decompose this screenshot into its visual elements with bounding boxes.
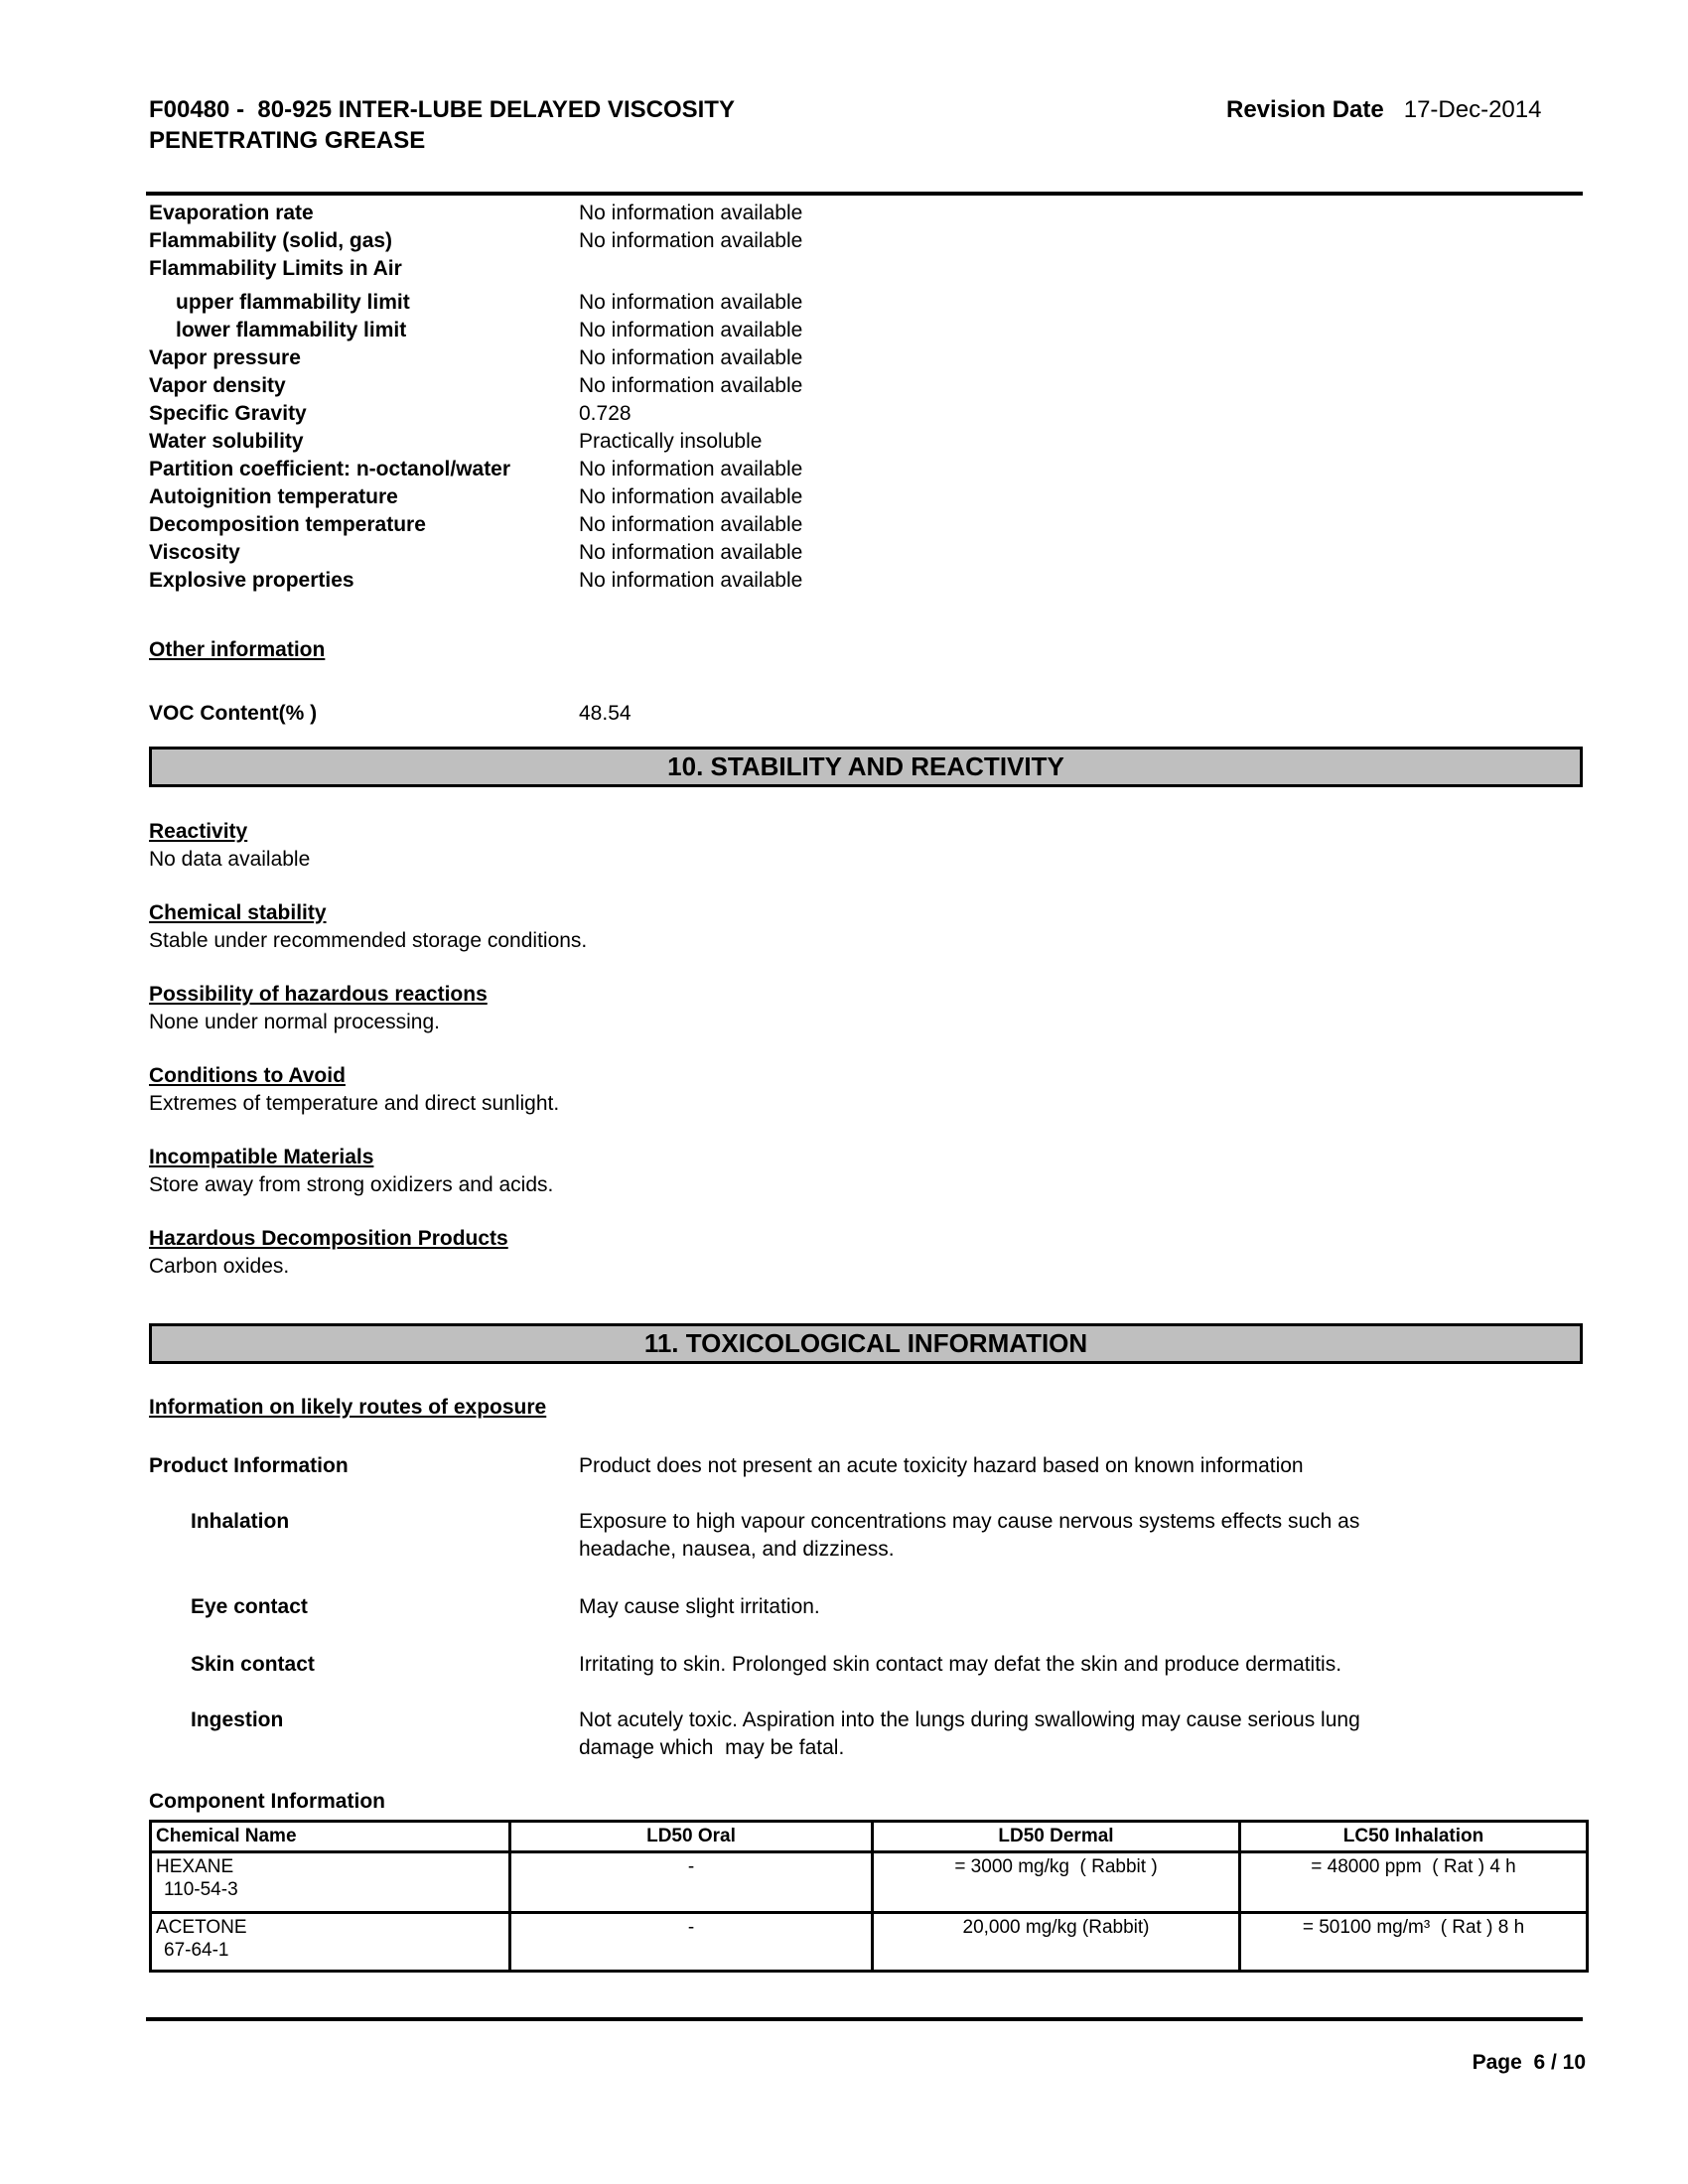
property-row: [149, 400, 1586, 428]
chemical-name: HEXANE: [156, 1856, 234, 1877]
route-row-inhalation: [149, 1508, 1586, 1564]
other-information-heading: Other information: [149, 638, 326, 661]
property-value: No information available: [579, 485, 803, 508]
product-title: [149, 94, 1142, 156]
product-title-line-2: PENETRATING GREASE: [149, 127, 426, 154]
route-text-line: Not acutely toxic. Aspiration into the lungs during swallowing may cause serious lung: [579, 1708, 1360, 1731]
property-label: Flammability Limits in Air: [149, 257, 402, 280]
header-rule: [146, 192, 1583, 196]
revision-date: [1226, 94, 1541, 125]
property-label: Explosive properties: [149, 569, 354, 592]
column-header-ld50-dermal: LD50 Dermal: [873, 1822, 1240, 1852]
subsection-incompatible-materials: [149, 1144, 1586, 1199]
route-text: [579, 1452, 1582, 1480]
route-row-skin-contact: [149, 1651, 1586, 1679]
section-10-title: 10. STABILITY AND REACTIVITY: [667, 751, 1064, 781]
property-row: [149, 456, 1586, 483]
subsection-body: No data available: [149, 848, 311, 871]
property-value: Practically insoluble: [579, 430, 763, 453]
subsection-body: Stable under recommended storage conditions.: [149, 929, 588, 952]
route-row-product-information: [149, 1452, 1586, 1480]
section-11-title: 11. TOXICOLOGICAL INFORMATION: [643, 1328, 1088, 1358]
subsection-chemical-stability: [149, 899, 1586, 955]
property-label: Autoignition temperature: [149, 485, 398, 508]
column-header-lc50-inhalation: LC50 Inhalation: [1240, 1822, 1588, 1852]
route-text: [579, 1508, 1582, 1564]
revision-date-value: 17-Dec-2014: [1403, 96, 1542, 123]
subsection-body: Extremes of temperature and direct sunlight.: [149, 1092, 560, 1115]
property-label: Specific Gravity: [149, 402, 307, 425]
subsection-heading: Possibility of hazardous reactions: [149, 983, 488, 1006]
property-value: No information available: [579, 541, 803, 564]
route-text-line: Product does not present an acute toxicity hazard based on known information: [579, 1454, 1304, 1477]
routes-of-exposure-heading: Information on likely routes of exposure: [149, 1396, 547, 1419]
route-text-line: Exposure to high vapour concentrations may cause nervous systems effects such as: [579, 1510, 1360, 1533]
subsection-heading: Incompatible Materials: [149, 1146, 374, 1168]
route-text-line: damage which may be fatal.: [579, 1736, 845, 1759]
footer-rule: [146, 2017, 1583, 2021]
chemical-name-cell: [151, 1913, 510, 1972]
subsection-heading: Reactivity: [149, 820, 248, 843]
route-text: [579, 1593, 1582, 1621]
property-value: No information available: [579, 346, 803, 369]
subsection-decomposition-products: [149, 1225, 1586, 1281]
subsection-reactivity: [149, 818, 1586, 874]
ld50-dermal-cell: = 3000 mg/kg ( Rabbit ): [873, 1852, 1240, 1913]
property-row: [149, 255, 1586, 283]
property-label: Flammability (solid, gas): [149, 229, 393, 252]
property-label: upper flammability limit: [176, 291, 410, 314]
table-row: [151, 1913, 1588, 1972]
subsection-heading: Hazardous Decomposition Products: [149, 1227, 508, 1250]
property-label: Water solubility: [149, 430, 304, 453]
property-label: Decomposition temperature: [149, 513, 426, 536]
cas-number: 110-54-3: [164, 1879, 238, 1900]
property-value: [579, 255, 1586, 283]
property-row: [149, 483, 1586, 511]
property-label: Partition coefficient: n-octanol/water: [149, 458, 511, 480]
property-label: Vapor pressure: [149, 346, 301, 369]
table-row: [151, 1852, 1588, 1913]
property-row: [149, 227, 1586, 255]
subsection-body: None under normal processing.: [149, 1011, 440, 1033]
ld50-oral-cell: -: [510, 1852, 873, 1913]
route-label: Skin contact: [191, 1653, 315, 1676]
section-10-body: [149, 818, 1586, 1306]
property-row: [149, 511, 1586, 539]
property-row: [149, 289, 1586, 317]
voc-content-row: [149, 700, 1586, 728]
route-row-eye-contact: [149, 1593, 1586, 1621]
chemical-name: ACETONE: [156, 1917, 247, 1938]
voc-content-value: 48.54: [579, 702, 632, 725]
product-title-line-1: F00480 - 80-925 INTER-LUBE DELAYED VISCOSITY: [149, 96, 735, 123]
property-value: No information available: [579, 513, 803, 536]
chemical-name-cell: [151, 1852, 510, 1913]
route-label: Eye contact: [191, 1595, 308, 1618]
subsection-conditions-to-avoid: [149, 1062, 1586, 1118]
voc-content-label: VOC Content(% ): [149, 702, 318, 725]
table-header-row: [151, 1822, 1588, 1852]
page-number: Page 6 / 10: [1472, 2051, 1586, 2074]
property-row: [149, 344, 1586, 372]
property-label: Vapor density: [149, 374, 286, 397]
component-information-heading: Component Information: [149, 1790, 385, 1813]
toxicity-table: [149, 1820, 1589, 1973]
property-row: [149, 428, 1586, 456]
property-value: No information available: [579, 202, 803, 224]
section-11-header: [149, 1323, 1583, 1364]
ld50-oral-cell: -: [510, 1913, 873, 1972]
property-row: [149, 539, 1586, 567]
subsection-heading: Conditions to Avoid: [149, 1064, 346, 1087]
property-label: Viscosity: [149, 541, 240, 564]
route-text: [579, 1706, 1582, 1762]
cas-number: 67-64-1: [164, 1940, 229, 1961]
property-value: No information available: [579, 458, 803, 480]
property-row: [149, 317, 1586, 344]
route-label: Inhalation: [191, 1510, 290, 1533]
route-text-line: headache, nausea, and dizziness.: [579, 1538, 895, 1561]
subsection-hazardous-reactions: [149, 981, 1586, 1036]
subsection-body: Store away from strong oxidizers and acids.: [149, 1173, 554, 1196]
lc50-inhalation-cell: = 50100 mg/m³ ( Rat ) 8 h: [1240, 1913, 1588, 1972]
property-row: [149, 200, 1586, 227]
revision-date-label: Revision Date: [1226, 96, 1384, 123]
physical-properties-list: [149, 200, 1586, 595]
route-label: Ingestion: [191, 1708, 284, 1731]
route-text-line: May cause slight irritation.: [579, 1595, 820, 1618]
column-header-ld50-oral: LD50 Oral: [510, 1822, 873, 1852]
subsection-heading: Chemical stability: [149, 901, 327, 924]
property-label: lower flammability limit: [176, 319, 407, 341]
property-value: No information available: [579, 569, 803, 592]
property-row: [149, 372, 1586, 400]
property-value: No information available: [579, 319, 803, 341]
property-value: No information available: [579, 291, 803, 314]
route-text-line: Irritating to skin. Prolonged skin contact may defat the skin and produce dermatitis.: [579, 1653, 1342, 1676]
property-label: Evaporation rate: [149, 202, 314, 224]
property-value: No information available: [579, 374, 803, 397]
route-text: [579, 1651, 1582, 1679]
property-row: [149, 567, 1586, 595]
route-row-ingestion: [149, 1706, 1586, 1762]
subsection-body: Carbon oxides.: [149, 1255, 290, 1278]
ld50-dermal-cell: 20,000 mg/kg (Rabbit): [873, 1913, 1240, 1972]
property-value: No information available: [579, 229, 803, 252]
section-10-header: [149, 747, 1583, 787]
route-label: Product Information: [149, 1454, 349, 1477]
property-value: 0.728: [579, 402, 632, 425]
column-header-chemical-name: Chemical Name: [151, 1822, 510, 1852]
lc50-inhalation-cell: = 48000 ppm ( Rat ) 4 h: [1240, 1852, 1588, 1913]
